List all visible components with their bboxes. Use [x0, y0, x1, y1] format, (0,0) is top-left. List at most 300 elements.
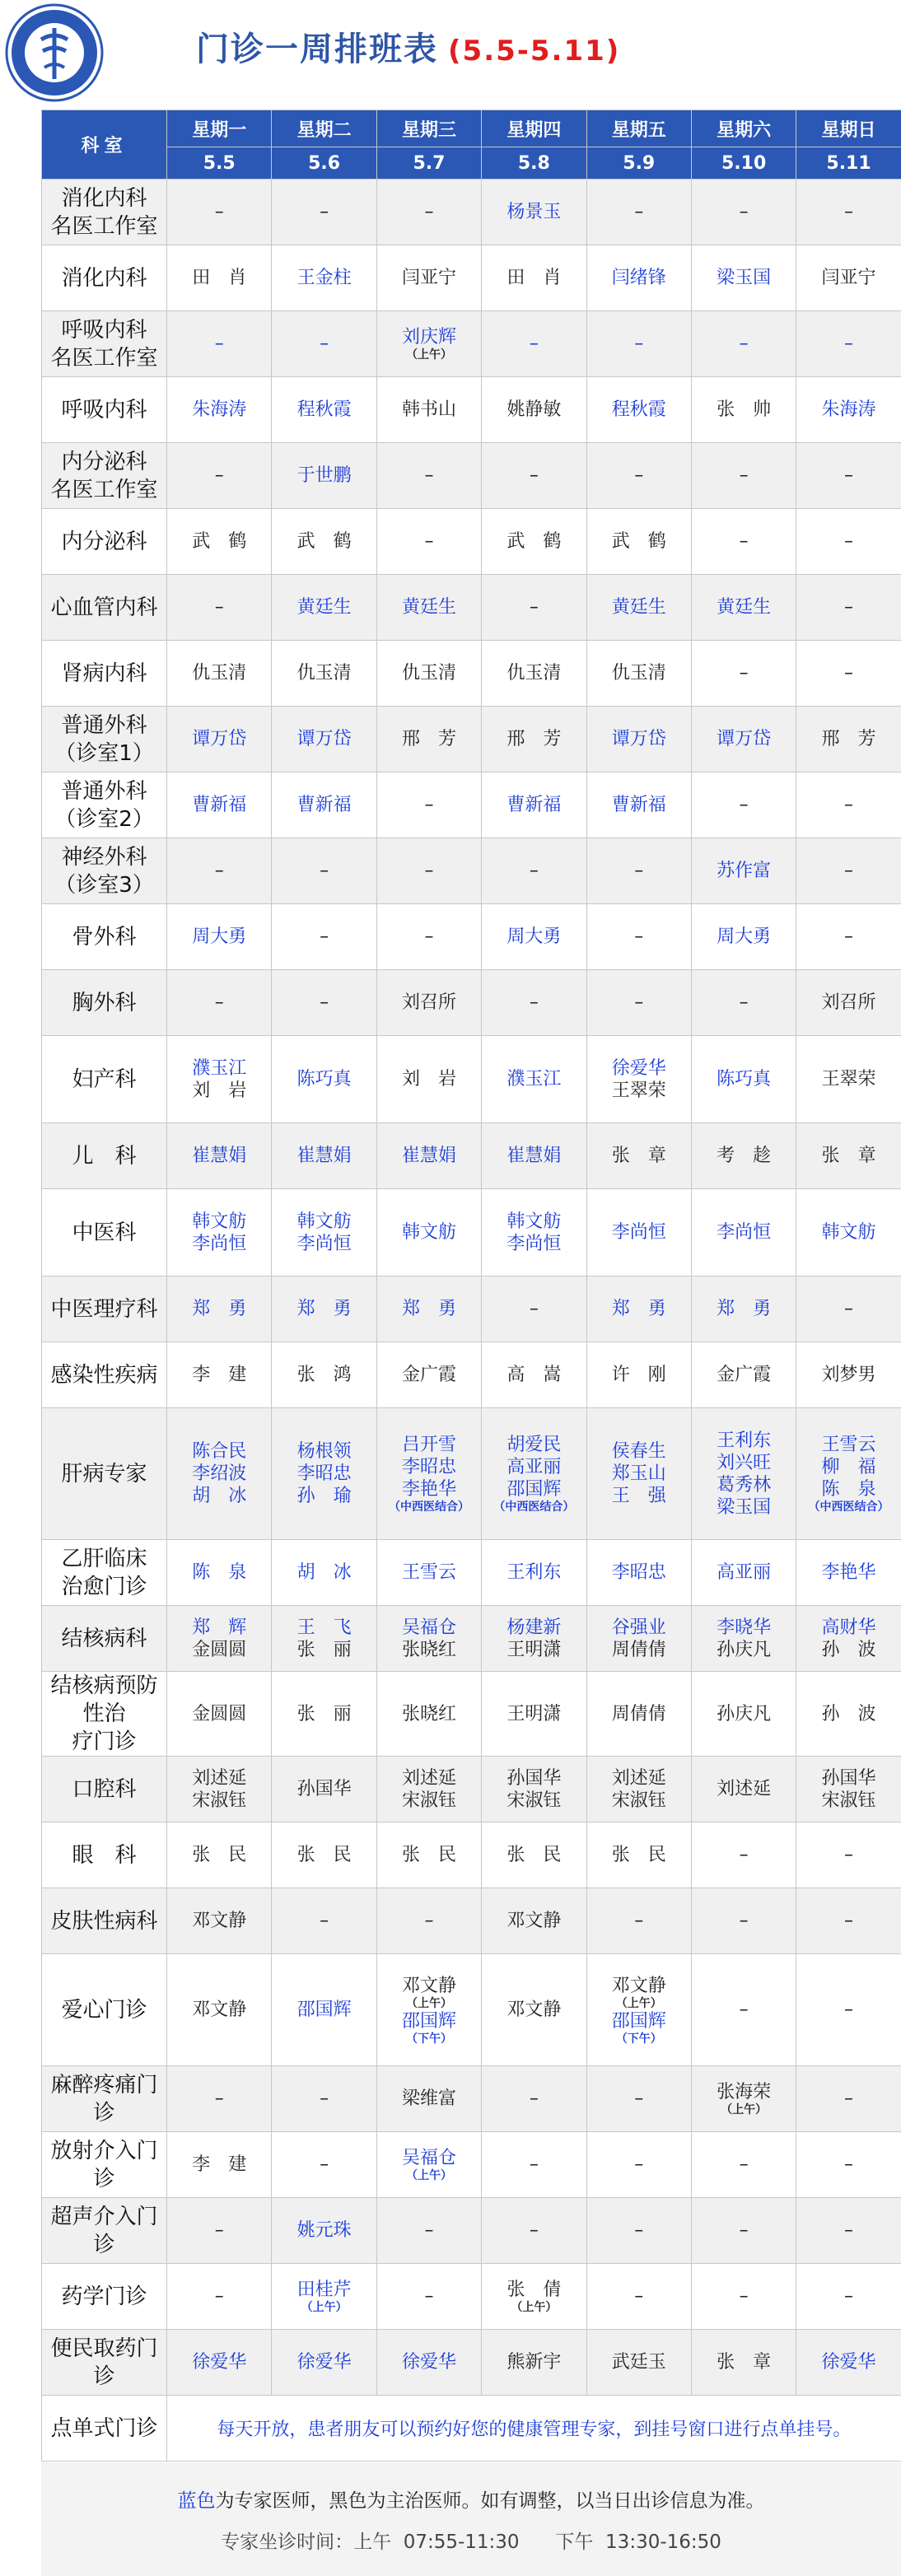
doctor-name: 仇玉清: [192, 663, 247, 684]
doctor-cell: [482, 772, 586, 838]
doctor-cell: [376, 575, 481, 641]
doctor-name: –: [214, 597, 224, 618]
doctor-name: 田 肖: [192, 268, 247, 288]
dept-name-line: 感染性疾病: [50, 1362, 158, 1388]
doctor-name: 闫亚宁: [821, 268, 876, 288]
doctor-name: 杨根领: [296, 1441, 352, 1462]
doctor-name: –: [844, 2220, 854, 2241]
dept-name-line: 呼吸内科: [61, 397, 147, 422]
doctor-cell: [167, 509, 272, 575]
doctor-name: –: [844, 2154, 854, 2175]
doctor-name: 高财华: [821, 1617, 876, 1638]
doctor-cell: [272, 2264, 376, 2330]
doctor-name: –: [739, 2286, 749, 2307]
doctor-name: 宋淑钰: [507, 1790, 562, 1811]
dept-name-line: 药学门诊: [61, 2284, 147, 2309]
schedule-row: [42, 1757, 901, 1822]
doctor-name: 王翠荣: [821, 1069, 876, 1090]
doctor-cell: [586, 1123, 691, 1189]
doctor-cell: [376, 772, 481, 838]
doctor-cell: [586, 772, 691, 838]
schedule-row: [42, 1606, 901, 1672]
doctor-name: 黄廷生: [611, 597, 666, 618]
doctor-cell: [272, 311, 376, 377]
doctor-name: 曹新福: [611, 795, 666, 815]
doctor-name: 徐爱华: [821, 2352, 876, 2373]
schedule-row: [42, 245, 901, 311]
dept-name-line: 名医工作室: [50, 345, 158, 371]
doctor-name: 郑 勇: [192, 1299, 247, 1319]
doctor-cell: [482, 838, 586, 904]
dept-header: 科室: [42, 110, 167, 180]
schedule-row: [42, 311, 901, 377]
doctor-name: 孙庆凡: [717, 1703, 772, 1724]
dept-name: [42, 180, 167, 245]
doctor-name: –: [320, 334, 329, 354]
doctor-name: 闫绪锋: [611, 268, 666, 288]
date-header-7: 5.11: [796, 147, 901, 180]
doctor-name: 陈巧真: [296, 1069, 352, 1090]
dept-name-line: 普通外科: [61, 712, 147, 738]
doctor-name: 程秋霞: [296, 399, 352, 420]
dept-name-line: 麻醉疼痛门诊: [50, 2072, 158, 2126]
date-header-3: 5.7: [376, 147, 481, 180]
doctor-name: –: [634, 2088, 644, 2109]
day-header-7: 星期日: [796, 110, 901, 147]
doctor-cell: [691, 838, 796, 904]
schedule-row: [42, 1822, 901, 1888]
doctor-name: 曹新福: [192, 795, 247, 815]
doctor-cell: [691, 1672, 796, 1757]
doctor-cell: [376, 1342, 481, 1408]
doctor-cell: [167, 1342, 272, 1408]
doctor-name: 刘述延: [192, 1767, 247, 1789]
doctor-name: 韩文舫: [821, 1222, 876, 1243]
doctor-name: 王明潇: [507, 1703, 562, 1724]
doctor-note: （上午）: [511, 2301, 558, 2314]
doctor-cell: [376, 1540, 481, 1606]
doctor-cell: [272, 707, 376, 772]
dept-name: [42, 1672, 167, 1757]
doctor-cell: [272, 1189, 376, 1276]
doctor-name: 李尚恒: [296, 1233, 352, 1254]
doctor-cell: [167, 1954, 272, 2066]
doctor-name: 胡 冰: [296, 1562, 352, 1583]
dept-name: [42, 2264, 167, 2330]
doctor-cell: [796, 1276, 901, 1342]
date-header-6: 5.10: [691, 147, 796, 180]
doctor-cell: [272, 180, 376, 245]
doctor-cell: [796, 245, 901, 311]
date-header-4: 5.8: [482, 147, 586, 180]
dept-name-line: 名医工作室: [50, 477, 158, 502]
schedule-row: [42, 2066, 901, 2132]
doctor-cell: [482, 904, 586, 970]
doctor-name: 邓文静: [507, 1911, 562, 1931]
doctor-name: 刘兴旺: [717, 1452, 772, 1473]
doctor-cell: [586, 1189, 691, 1276]
dept-name-line: （诊室2）: [54, 806, 154, 832]
doctor-cell: [376, 1672, 481, 1757]
doctor-name: 张 民: [401, 1845, 456, 1865]
schedule-row: [42, 1123, 901, 1189]
doctor-cell: [691, 311, 796, 377]
dept-name-line: 儿 科: [72, 1143, 137, 1169]
dept-name: [42, 1757, 167, 1822]
doctor-cell: [586, 575, 691, 641]
doctor-cell: [586, 1036, 691, 1123]
doctor-cell: [272, 1342, 376, 1408]
doctor-cell: [482, 180, 586, 245]
doctor-cell: [796, 575, 901, 641]
doctor-name: –: [844, 2088, 854, 2109]
doctor-name: 郑 辉: [192, 1617, 247, 1638]
doctor-cell: [691, 1757, 796, 1822]
schedule-row: [42, 2330, 901, 2396]
doctor-cell: [796, 1888, 901, 1954]
doctor-cell: [376, 1036, 481, 1123]
doctor-cell: [482, 1189, 586, 1276]
doctor-name: –: [320, 992, 329, 1013]
doctor-name: –: [424, 531, 434, 552]
doctor-name: 谭万岱: [296, 729, 352, 749]
doctor-name: 郑 勇: [717, 1299, 772, 1319]
doctor-name: –: [424, 2286, 434, 2307]
doctor-cell: [691, 575, 796, 641]
doctor-cell: [796, 838, 901, 904]
doctor-name: 程秋霞: [611, 399, 666, 420]
doctor-name: –: [739, 1845, 749, 1865]
doctor-name: –: [634, 992, 644, 1013]
doctor-name: 张 倩: [507, 2280, 562, 2300]
doctor-name: –: [214, 465, 224, 486]
doctor-name: 张 帅: [717, 399, 772, 420]
doctor-name: 张 丽: [296, 1703, 352, 1724]
doctor-cell: [272, 443, 376, 509]
doctor-cell: [586, 509, 691, 575]
doctor-cell: [167, 1822, 272, 1888]
doctor-name: 曹新福: [507, 795, 562, 815]
day-header-2: 星期二: [272, 110, 376, 147]
doctor-note: （下午）: [615, 2032, 662, 2046]
date-range: (5.5-5.11): [448, 35, 621, 68]
doctor-name: 邵国辉: [611, 2010, 666, 2032]
doctor-cell: [796, 443, 901, 509]
dept-name: 点单式门诊: [42, 2396, 167, 2462]
doctor-name: 宋淑钰: [401, 1790, 456, 1811]
schedule-row: [42, 1408, 901, 1540]
doctor-cell: [691, 1606, 796, 1672]
doctor-name: –: [844, 663, 854, 684]
dept-name: [42, 1540, 167, 1606]
doctor-name: 邓文静: [611, 1975, 666, 1996]
doctor-name: 王 飞: [296, 1617, 352, 1638]
doctor-name: 许 刚: [611, 1365, 666, 1385]
doctor-name: –: [424, 1911, 434, 1931]
doctor-name: 黄廷生: [401, 597, 456, 618]
doctor-name: 黄廷生: [717, 597, 772, 618]
doctor-name: 韩文舫: [401, 1222, 456, 1243]
doctor-cell: [691, 1189, 796, 1276]
doctor-name: –: [844, 2000, 854, 2020]
doctor-cell: [482, 2198, 586, 2264]
dept-name-line: 中医理疗科: [50, 1296, 158, 1322]
schedule-row: [42, 1189, 901, 1276]
dept-name-line: 骨外科: [72, 924, 137, 950]
doctor-name: 李 建: [192, 2154, 247, 2175]
doctor-note: （下午）: [405, 2032, 452, 2046]
doctor-name: 张海荣: [717, 2082, 772, 2102]
doctor-name: 高 嵩: [507, 1365, 562, 1385]
doctor-name: 徐爱华: [296, 2352, 352, 2373]
doctor-name: 刘 岩: [401, 1069, 456, 1090]
doctor-cell: [167, 245, 272, 311]
doctor-cell: [586, 180, 691, 245]
doctor-name: 王雪云: [821, 1435, 876, 1455]
doctor-cell: [167, 2066, 272, 2132]
doctor-cell: [167, 377, 272, 443]
schedule-row: [42, 1036, 901, 1123]
dept-name: [42, 311, 167, 377]
doctor-cell: [586, 641, 691, 707]
hospital-logo-icon: [5, 3, 104, 102]
doctor-name: 曹新福: [296, 795, 352, 815]
dept-name: [42, 2066, 167, 2132]
doctor-cell: [272, 1036, 376, 1123]
doctor-cell: [167, 641, 272, 707]
doctor-name: 仇玉清: [296, 663, 352, 684]
dept-name: [42, 1606, 167, 1672]
doctor-name: 张 章: [611, 1146, 666, 1166]
doctor-name: 朱海涛: [192, 399, 247, 420]
dept-name-line: 内分泌科: [61, 529, 147, 554]
dept-name-line: 心血管内科: [50, 595, 158, 620]
doctor-cell: [796, 2198, 901, 2264]
doctor-name: 邓文静: [401, 1975, 456, 1996]
doctor-cell: [482, 377, 586, 443]
doctor-note: （上午）: [405, 2169, 452, 2182]
doctor-cell: [376, 2198, 481, 2264]
doctor-cell: [167, 2330, 272, 2396]
doctor-cell: [691, 904, 796, 970]
schedule-row: [42, 1672, 901, 1757]
doctor-name: –: [739, 2220, 749, 2241]
doctor-cell: [586, 1672, 691, 1757]
doctor-name: 周大勇: [717, 926, 772, 947]
schedule-row: [42, 1342, 901, 1408]
doctor-cell: [376, 245, 481, 311]
doctor-name: 李晓华: [717, 1617, 772, 1638]
doctor-cell: [691, 2066, 796, 2132]
dept-name: [42, 2330, 167, 2396]
doctor-name: 王明潇: [507, 1639, 562, 1660]
doctor-cell: [272, 1888, 376, 1954]
doctor-cell: [376, 2066, 481, 2132]
doctor-name: 孙庆凡: [717, 1639, 772, 1660]
doctor-cell: [272, 1954, 376, 2066]
doctor-cell: [272, 641, 376, 707]
doctor-name: 韩书山: [401, 399, 456, 420]
doctor-name: –: [739, 531, 749, 552]
doctor-name: 谷强业: [611, 1617, 666, 1638]
doctor-name: 郑 勇: [611, 1299, 666, 1319]
dept-name: [42, 377, 167, 443]
dept-name: [42, 838, 167, 904]
schedule-row: [42, 707, 901, 772]
doctor-name: 李尚恒: [507, 1233, 562, 1254]
doctor-name: 葛秀林: [717, 1474, 772, 1496]
doctor-cell: [167, 2132, 272, 2198]
doctor-name: –: [739, 334, 749, 354]
schedule-row: [42, 575, 901, 641]
day-header-5: 星期五: [586, 110, 691, 147]
doctor-cell: [586, 1408, 691, 1540]
doctor-cell: [586, 1342, 691, 1408]
doctor-name: 邢 芳: [507, 729, 562, 749]
doctor-name: –: [844, 1299, 854, 1319]
doctor-name: 张 民: [296, 1845, 352, 1865]
doctor-name: 刘召所: [821, 992, 876, 1013]
doctor-name: 张晓红: [401, 1639, 456, 1660]
dept-name-line: 放射介入门诊: [50, 2138, 158, 2191]
doctor-cell: [167, 1757, 272, 1822]
doctor-cell: [167, 1276, 272, 1342]
dept-name: [42, 772, 167, 838]
schedule-row: [42, 2132, 901, 2198]
doctor-name: 邓文静: [192, 1911, 247, 1931]
doctor-name: 王利东: [717, 1430, 772, 1451]
doctor-note: （上午）: [405, 348, 452, 362]
doctor-cell: [796, 641, 901, 707]
dept-name: [42, 707, 167, 772]
dept-name: [42, 245, 167, 311]
doctor-name: 韩文舫: [192, 1211, 247, 1232]
doctor-cell: [691, 641, 796, 707]
doctor-name: 张 民: [192, 1845, 247, 1865]
doctor-cell: [376, 904, 481, 970]
doctor-name: 王金柱: [296, 268, 352, 288]
doctor-name: 仇玉清: [507, 663, 562, 684]
doctor-name: –: [424, 202, 434, 222]
doctor-name: 邓文静: [507, 2000, 562, 2020]
doctor-cell: [586, 838, 691, 904]
legend-black: 黑色: [329, 2490, 367, 2512]
doctor-name: –: [634, 2154, 644, 2175]
doctor-name: 刘述延: [717, 1779, 772, 1799]
doctor-name: 陈巧真: [717, 1069, 772, 1090]
schedule-row: [42, 443, 901, 509]
doctor-name: –: [844, 1845, 854, 1865]
doctor-name: 姚元珠: [296, 2220, 352, 2241]
doctor-name: –: [424, 795, 434, 815]
doctor-name: 张 章: [717, 2352, 772, 2373]
doctor-name: 周倩倩: [611, 1703, 666, 1724]
doctor-name: –: [529, 465, 539, 486]
doctor-name: 梁玉国: [717, 268, 772, 288]
doctor-name: –: [844, 465, 854, 486]
doctor-cell: [482, 1606, 586, 1672]
doctor-name: 濮玉江: [507, 1069, 562, 1090]
doctor-name: 柳 福: [821, 1457, 876, 1477]
legend-blue: 蓝色: [177, 2490, 216, 2512]
doctor-name: 郑 勇: [401, 1299, 456, 1319]
doctor-name: 孙国华: [296, 1779, 352, 1799]
doctor-name: 徐爱华: [192, 2352, 247, 2373]
doctor-cell: [272, 245, 376, 311]
doctor-name: –: [320, 926, 329, 947]
doctor-name: 李尚恒: [611, 1222, 666, 1243]
doctor-cell: [482, 2264, 586, 2330]
doctor-cell: [272, 1757, 376, 1822]
doctor-name: 崔慧娟: [401, 1146, 456, 1166]
doctor-name: 金广霞: [401, 1365, 456, 1385]
dept-name: [42, 1189, 167, 1276]
doctor-note: （上午）: [721, 2103, 768, 2116]
doctor-name: –: [634, 926, 644, 947]
doctor-name: 邵国辉: [507, 1479, 562, 1500]
dept-name-line: 眼 科: [72, 1842, 137, 1868]
doctor-cell: [167, 311, 272, 377]
doctor-name: 武 鹤: [507, 531, 562, 552]
doctor-name: –: [844, 861, 854, 881]
doctor-name: 吴福仓: [401, 1617, 456, 1638]
doctor-cell: [272, 509, 376, 575]
date-header-1: 5.5: [167, 147, 272, 180]
doctor-cell: [272, 2198, 376, 2264]
doctor-cell: [272, 772, 376, 838]
doctor-cell: [482, 245, 586, 311]
doctor-cell: [691, 2198, 796, 2264]
doctor-cell: [691, 2330, 796, 2396]
doctor-name: 邵国辉: [296, 2000, 352, 2020]
doctor-name: 宋淑钰: [611, 1790, 666, 1811]
doctor-cell: [482, 970, 586, 1036]
doctor-cell: [272, 1822, 376, 1888]
doctor-cell: [586, 245, 691, 311]
doctor-name: 武廷玉: [611, 2352, 666, 2373]
doctor-name: –: [844, 597, 854, 618]
doctor-name: 刘 岩: [192, 1080, 247, 1101]
dept-name-line: 胸外科: [72, 990, 137, 1015]
doctor-cell: [482, 2132, 586, 2198]
schedule-row: [42, 2264, 901, 2330]
doctor-name: 梁维富: [401, 2088, 456, 2109]
dept-name-line: （诊室1）: [54, 740, 154, 766]
doctor-name: 崔慧娟: [507, 1146, 562, 1166]
doctor-name: 李昭忠: [611, 1562, 666, 1583]
doctor-name: 杨建新: [507, 1617, 562, 1638]
doctor-name: –: [634, 861, 644, 881]
doctor-cell: [691, 772, 796, 838]
doctor-cell: [482, 1036, 586, 1123]
doctor-note: （上午）: [301, 2301, 348, 2314]
doctor-name: 仇玉清: [611, 663, 666, 684]
doctor-cell: [376, 707, 481, 772]
page-header: [0, 0, 901, 109]
doctor-name: 濮玉江: [192, 1057, 247, 1079]
doctor-cell: [796, 377, 901, 443]
doctor-name: –: [320, 2154, 329, 2175]
doctor-cell: [167, 443, 272, 509]
doctor-cell: [796, 904, 901, 970]
doctor-cell: [796, 1408, 901, 1540]
dept-name-line: 内分泌科: [61, 449, 147, 474]
dept-name-line: 呼吸内科: [61, 317, 147, 343]
doctor-cell: [586, 2264, 691, 2330]
doctor-cell: [691, 1954, 796, 2066]
doctor-cell: [376, 1888, 481, 1954]
doctor-cell: [482, 1672, 586, 1757]
